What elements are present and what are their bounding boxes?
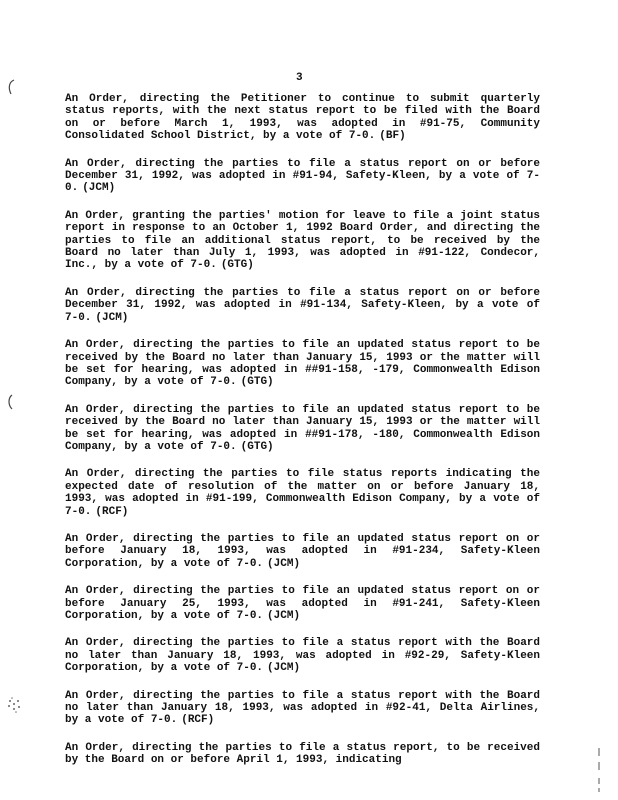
order-initials: (GTG) (240, 440, 274, 453)
order-initials: (JCM) (267, 557, 301, 570)
scan-artifact-mark (5, 393, 15, 411)
order-text: An Order, directing the parties to file a status report on or before December 31, 1992, was adopted in #91-94, Safety-Kleen, by a vote of 7-0. (65, 157, 540, 195)
order-initials: (GTG) (220, 259, 254, 272)
order-text: An Order, directing the parties to file a status report with the Board no later than January 18, 1993, was adopted in #92-29, Safety-Kleen Corporation, by a vote of 7-0. (65, 637, 540, 675)
order-paragraph (65, 287, 540, 324)
order-text: An Order, directing the parties to file an updated status report on or before January 25, 1993, was adopted in #91-241, Safety-Kleen Corporation, by a vote of 7-0. (65, 585, 540, 622)
page-number: 3 (296, 72, 303, 84)
order-initials: (JCM) (267, 610, 301, 622)
order-text: An Order, directing the parties to file a status report with the Board no later than January 18, 1993, was adopted in #92-41, Delta Airlines, by a vote of 7-0. (65, 689, 540, 727)
order-paragraph (65, 690, 540, 727)
order-text: An Order, directing the parties to file a status report on or before December 31, 1992, was adopted in #91-134, Safety-Kleen, by a vote of 7-0. (65, 286, 540, 324)
scan-artifact-mark (6, 78, 16, 96)
order-initials: (RCF) (181, 714, 215, 727)
order-text: An Order, directing the parties to file an updated status report to be received by the Board no later than January 15, 1993 or the matter will be set for hearing, was adopted in ##91-178, -180, Commonwealth Edison Company, by a vote of 7-0. (65, 403, 540, 453)
order-initials: (RCF) (95, 505, 129, 518)
order-initials: (JCM) (82, 182, 116, 195)
order-paragraph (65, 637, 540, 674)
order-paragraph (65, 468, 540, 518)
order-paragraph (65, 158, 540, 195)
scan-artifact-stamp (3, 693, 25, 715)
order-text: An Order, directing the parties to file an updated status report to be received by the Board no later than January 15, 1993 or the matter will be set for hearing, was adopted in ##91-158, -179, Commonwealth Edison Company, by a vote of 7-0. (65, 339, 540, 389)
order-initials: (BF) (379, 130, 406, 143)
order-paragraph (65, 742, 540, 767)
order-paragraph (65, 404, 540, 454)
order-paragraph (65, 585, 540, 622)
order-paragraph (65, 533, 540, 570)
order-paragraph (65, 339, 540, 389)
scan-artifact-edge (596, 748, 602, 792)
order-text: An Order, directing the parties to file a status report, to be received by the Board on or before April 1, 1993, indicating (65, 741, 540, 767)
order-text: An Order, granting the parties' motion for leave to file a joint status report in response to an October 1, 1992 Board Order, and directing the parties to file an additional status report, to be received by the Board no later than July 1, 1993, was adopted in #91-122, Condecor, Inc., by a vote of 7-0. (65, 209, 540, 272)
order-initials: (GTG) (240, 376, 274, 389)
order-text: An Order, directing the Petitioner to continue to submit quarterly status reports, with the next status report to be filed with the Board on or before March 1, 1993, was adopted in #91-75, Community Consolidated School District, by a vote of 7-0. (65, 93, 540, 143)
order-text: An Order, directing the parties to file status reports indicating the expected date of resolution of the matter on or before January 18, 1993, was adopted in #91-199, Commonwealth Edison Company, by a vote of 7-0. (65, 468, 540, 518)
order-paragraph (65, 93, 540, 143)
order-initials: (JCM) (95, 311, 129, 324)
order-list (65, 93, 540, 782)
order-paragraph (65, 210, 540, 272)
order-text: An Order, directing the parties to file an updated status report on or before January 18, 1993, was adopted in #91-234, Safety-Kleen Corporation, by a vote of 7-0. (65, 532, 540, 570)
order-initials: (JCM) (267, 662, 301, 675)
